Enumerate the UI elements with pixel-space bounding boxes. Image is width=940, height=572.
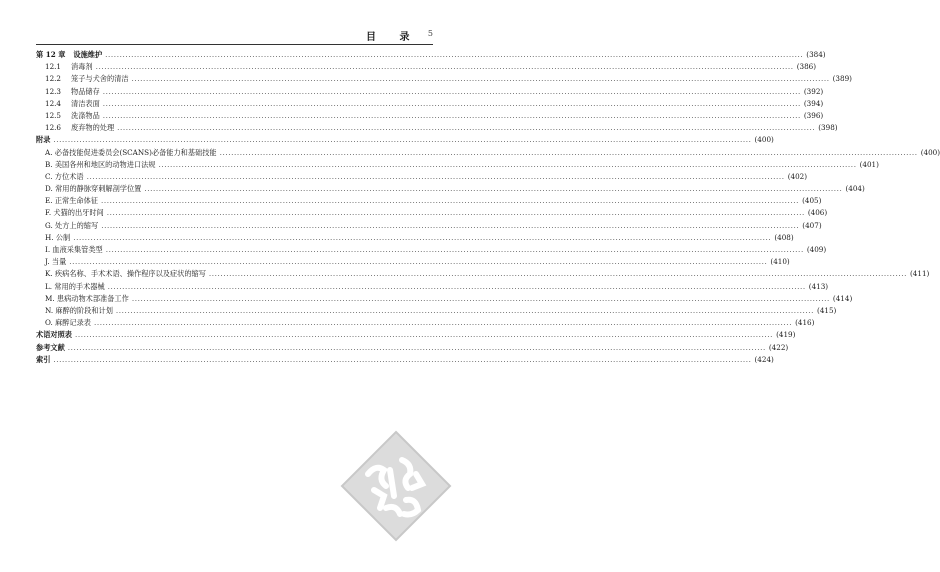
toc-page-number: (405) <box>802 196 822 206</box>
toc-page-number: (419) <box>776 330 796 340</box>
toc-page-number: (396) <box>803 110 824 120</box>
toc-entry <box>36 329 796 341</box>
toc-entry <box>36 159 879 171</box>
toc-page-number: (400) <box>754 135 774 145</box>
toc-page-number: (410) <box>770 257 790 267</box>
toc-section-number: 12.3 <box>45 86 62 96</box>
toc-entry <box>36 317 815 329</box>
toc-entry-title: 物品储存 <box>71 86 100 96</box>
toc-entry-label <box>45 110 100 122</box>
toc-leader-dots <box>144 183 842 195</box>
toc-entry <box>36 86 824 98</box>
toc-entry-title: F. 犬猫的出牙时间 <box>45 208 104 218</box>
toc-entry-title: H. 公制 <box>45 232 71 242</box>
toc-leader-dots <box>132 293 830 305</box>
toc-entry <box>36 281 829 293</box>
toc-entry-label <box>45 256 66 268</box>
toc-entry-title: B. 美国各州和地区的动物进口法规 <box>45 159 156 169</box>
toc-leader-dots <box>132 73 830 85</box>
toc-entry <box>36 134 774 146</box>
toc-entry-title: E. 正常生命体征 <box>45 196 98 206</box>
toc-leader-dots <box>75 329 773 341</box>
toc-leader-dots <box>101 195 799 207</box>
toc-page-number: (422) <box>768 342 789 352</box>
toc-entry-label <box>45 244 103 256</box>
toc-entry-title: 参考文献 <box>36 342 65 352</box>
toc-entry <box>36 220 822 232</box>
toc-leader-dots <box>103 86 801 98</box>
toc-entry <box>36 305 837 317</box>
toc-entry-title: 消毒剂 <box>71 62 93 72</box>
toc-page-number: (401) <box>859 159 879 169</box>
toc-page-number: (384) <box>806 50 826 59</box>
toc-leader-dots <box>101 220 799 232</box>
toc-entry <box>36 268 930 280</box>
toc-entry-title: D. 常用的静脉穿刺解剖学位置 <box>45 184 142 194</box>
toc-entry-title: L. 常用的手术器械 <box>45 281 105 291</box>
toc-entry-title: O. 麻醉记录表 <box>45 318 91 328</box>
toc-entry-label <box>45 281 105 293</box>
toc-page-number: (398) <box>818 123 838 133</box>
toc-entry-title: M. 患病动物术部准备工作 <box>45 293 129 303</box>
toc-leader-dots <box>117 122 815 134</box>
toc-entry <box>36 244 827 256</box>
toc-entry-label <box>45 232 70 244</box>
toc-page-number: (406) <box>807 208 828 218</box>
toc-page-number: (409) <box>806 245 827 254</box>
toc-entry <box>36 73 852 85</box>
toc-entry-label <box>45 86 100 98</box>
running-header <box>36 26 433 42</box>
toc-entry-label <box>45 207 104 219</box>
toc-leader-dots <box>106 244 804 256</box>
toc-entry <box>36 256 790 268</box>
toc-page-number: (400) <box>920 147 940 157</box>
toc-entry-label <box>45 195 98 207</box>
toc-leader-dots <box>209 268 907 280</box>
toc-entry <box>36 354 774 366</box>
toc-leader-dots <box>53 354 751 366</box>
toc-entry <box>36 183 865 195</box>
toc-page-number: (407) <box>802 220 822 230</box>
toc-leader-dots <box>53 134 751 146</box>
toc-page-number: (414) <box>832 293 853 303</box>
toc-entry-label <box>45 317 91 329</box>
toc-entry <box>36 171 808 183</box>
toc-entry <box>36 293 853 305</box>
toc-entry-title: G. 处方上的缩写 <box>45 220 99 230</box>
toc-entry-title: I. 血液采集管类型 <box>45 245 103 254</box>
toc-leader-dots <box>87 171 785 183</box>
toc-leader-dots <box>103 110 801 122</box>
toc-entry-label <box>36 134 50 146</box>
table-of-contents <box>36 49 940 366</box>
toc-page-number: (386) <box>796 62 817 72</box>
toc-leader-dots <box>103 98 801 110</box>
toc-section-number: 12.4 <box>45 98 62 108</box>
toc-leader-dots <box>107 207 805 219</box>
toc-entry-title: 笼子与犬舍的清洁 <box>71 74 129 84</box>
toc-entry-label <box>45 171 84 183</box>
toc-page-number: (408) <box>774 232 794 242</box>
toc-entry <box>36 147 940 159</box>
toc-entry <box>36 110 824 122</box>
toc-entry-title: K. 疾病名称、手术术语、操作程序以及症状的缩写 <box>45 269 206 279</box>
toc-entry-label <box>45 61 93 73</box>
toc-leader-dots <box>94 317 792 329</box>
toc-leader-dots <box>108 281 806 293</box>
toc-page-number: (394) <box>803 98 824 108</box>
toc-entry-title: 附录 <box>36 135 51 145</box>
toc-entry-label <box>45 305 113 317</box>
toc-entry-title: 洗涤物品 <box>71 110 100 120</box>
toc-entry-title: 废弃物的处理 <box>71 123 115 133</box>
toc-entry-label <box>36 354 50 366</box>
toc-page-number: (424) <box>754 354 774 364</box>
toc-entry-label <box>45 147 217 159</box>
toc-leader-dots <box>220 147 918 159</box>
toc-section-number: 12.1 <box>45 62 62 72</box>
toc-entry-title: 索引 <box>36 354 51 364</box>
toc-entry <box>36 98 824 110</box>
toc-entry-title: N. 麻醉的阶段和计划 <box>45 305 113 315</box>
toc-entry-label <box>45 268 206 280</box>
toc-page-number: (404) <box>845 184 865 194</box>
toc-page-number: (402) <box>787 171 808 181</box>
toc-entry <box>36 207 828 219</box>
toc-entry-title: 术语对照表 <box>36 330 72 340</box>
toc-leader-dots <box>116 305 814 317</box>
toc-entry-title: C. 方位术语 <box>45 171 84 181</box>
toc-section-number: 12.5 <box>45 110 62 120</box>
toc-entry-label <box>45 73 129 85</box>
toc-page-number: (392) <box>803 86 824 96</box>
toc-page-number: (416) <box>795 318 815 328</box>
toc-entry-label <box>36 49 102 61</box>
toc-entry-label <box>45 293 129 305</box>
header-rule <box>36 44 433 45</box>
toc-section-number: 12.2 <box>45 74 62 84</box>
toc-page-number: (411) <box>910 269 930 279</box>
toc-entry-label <box>45 122 114 134</box>
toc-page-number: (413) <box>808 281 829 291</box>
toc-entry-label <box>36 342 65 354</box>
toc-entry <box>36 61 817 73</box>
toc-entry <box>36 342 789 354</box>
toc-entry-label <box>36 329 72 341</box>
toc-page-number: (415) <box>817 305 837 315</box>
toc-chapter-number: 第 12 章 <box>36 50 66 59</box>
seal-stamp-watermark <box>340 430 452 542</box>
toc-entry <box>36 49 826 61</box>
toc-entry-label <box>45 159 155 171</box>
toc-entry-title: 清洁表面 <box>71 98 100 108</box>
toc-section-number: 12.6 <box>45 123 62 133</box>
toc-leader-dots <box>96 61 794 73</box>
toc-leader-dots <box>73 232 771 244</box>
header-title: 目 录 <box>366 32 420 43</box>
toc-entry-title: J. 当量 <box>45 257 67 267</box>
toc-leader-dots <box>158 159 856 171</box>
toc-entry <box>36 232 794 244</box>
header-page-number: 5 <box>427 29 433 38</box>
toc-leader-dots <box>68 342 766 354</box>
toc-entry-label <box>45 220 98 232</box>
toc-entry-title: 设施维护 <box>73 50 103 59</box>
toc-entry <box>36 195 822 207</box>
toc-entry-label <box>45 183 141 195</box>
toc-page-number: (389) <box>832 74 852 84</box>
toc-leader-dots <box>105 49 803 61</box>
toc-entry <box>36 122 838 134</box>
toc-entry-title: A. 必备技能促进委员会(SCANS)必备能力和基础技能 <box>45 147 217 157</box>
toc-leader-dots <box>69 256 767 268</box>
toc-entry-label <box>45 98 100 110</box>
